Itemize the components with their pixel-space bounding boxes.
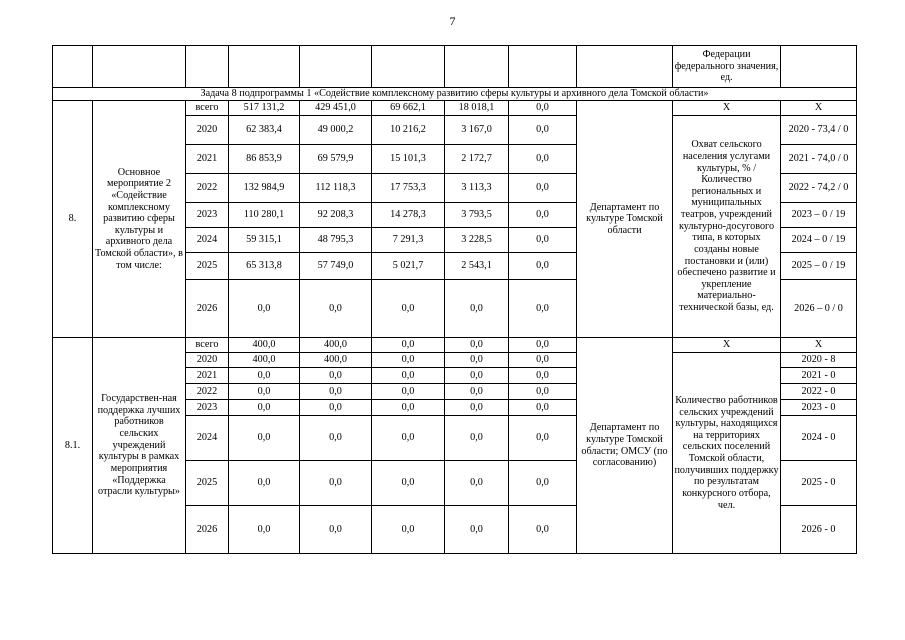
value-cell: 2024 - 0 bbox=[781, 416, 857, 461]
federal-cell: 48 795,3 bbox=[300, 228, 372, 253]
year-cell: 2025 bbox=[186, 253, 229, 280]
total-cell: 400,0 bbox=[229, 338, 300, 353]
other-cell: 0,0 bbox=[509, 280, 577, 338]
value-cell: 2025 - 0 bbox=[781, 461, 857, 506]
value-total: Х bbox=[781, 101, 857, 116]
header-cell bbox=[577, 46, 673, 88]
local-cell: 2 172,7 bbox=[445, 145, 509, 174]
header-indicator-tail: Федерации федерального значения, ед. bbox=[673, 46, 781, 88]
federal-cell: 112 118,3 bbox=[300, 174, 372, 203]
value-total: Х bbox=[781, 338, 857, 353]
total-cell: 0,0 bbox=[229, 368, 300, 384]
regional-cell: 0,0 bbox=[372, 384, 445, 400]
other-cell: 0,0 bbox=[509, 384, 577, 400]
value-cell: 2024 – 0 / 19 bbox=[781, 228, 857, 253]
local-cell: 2 543,1 bbox=[445, 253, 509, 280]
value-cell: 2023 – 0 / 19 bbox=[781, 203, 857, 228]
other-cell: 0,0 bbox=[509, 145, 577, 174]
page-number: 7 bbox=[449, 14, 456, 28]
local-cell: 0,0 bbox=[445, 461, 509, 506]
executor-cell: Департамент по культуре Томской области bbox=[577, 101, 673, 338]
other-cell: 0,0 bbox=[509, 101, 577, 116]
local-cell: 0,0 bbox=[445, 368, 509, 384]
local-cell: 0,0 bbox=[445, 506, 509, 554]
regional-cell: 0,0 bbox=[372, 506, 445, 554]
value-cell: 2021 - 0 bbox=[781, 368, 857, 384]
federal-cell: 0,0 bbox=[300, 280, 372, 338]
total-cell: 0,0 bbox=[229, 280, 300, 338]
regional-cell: 0,0 bbox=[372, 416, 445, 461]
total-cell: 400,0 bbox=[229, 353, 300, 368]
local-cell: 0,0 bbox=[445, 280, 509, 338]
section-name: Государствен-ная поддержка лучших работников сельских учреждений культуры в рамках мероприятия «Поддержка отрасли культуры» bbox=[93, 338, 186, 554]
federal-cell: 0,0 bbox=[300, 416, 372, 461]
header-cell bbox=[509, 46, 577, 88]
federal-cell: 0,0 bbox=[300, 384, 372, 400]
indicator-cell: Охват сельского населения услугами культуры, % / Количество региональных и муниципальных театров, учреждений культурно-досугового типа, в которых созданы новые постановки и (или) обеспечено развитие и укрепление материально-технической базы, ед. bbox=[673, 116, 781, 338]
total-cell: 0,0 bbox=[229, 384, 300, 400]
other-cell: 0,0 bbox=[509, 416, 577, 461]
total-cell: 132 984,9 bbox=[229, 174, 300, 203]
total-cell: 0,0 bbox=[229, 416, 300, 461]
value-cell: 2022 - 74,2 / 0 bbox=[781, 174, 857, 203]
regional-cell: 7 291,3 bbox=[372, 228, 445, 253]
regional-cell: 0,0 bbox=[372, 400, 445, 416]
total-cell: 86 853,9 bbox=[229, 145, 300, 174]
header-cell bbox=[781, 46, 857, 88]
year-cell: 2020 bbox=[186, 353, 229, 368]
other-cell: 0,0 bbox=[509, 353, 577, 368]
header-cell bbox=[300, 46, 372, 88]
total-cell: 517 131,2 bbox=[229, 101, 300, 116]
total-cell: 0,0 bbox=[229, 400, 300, 416]
indicator-total: Х bbox=[673, 338, 781, 353]
regional-cell: 10 216,2 bbox=[372, 116, 445, 145]
task-title: Задача 8 подпрограммы 1 «Содействие комплексному развитию сферы культуры и архивного дела Томской области» bbox=[53, 88, 857, 101]
total-cell: 0,0 bbox=[229, 461, 300, 506]
total-cell: 62 383,4 bbox=[229, 116, 300, 145]
section-number: 8.1. bbox=[53, 338, 93, 554]
year-cell: всего bbox=[186, 338, 229, 353]
federal-cell: 0,0 bbox=[300, 400, 372, 416]
federal-cell: 0,0 bbox=[300, 506, 372, 554]
task-row bbox=[53, 88, 857, 101]
regional-cell: 0,0 bbox=[372, 353, 445, 368]
federal-cell: 0,0 bbox=[300, 461, 372, 506]
year-cell: 2022 bbox=[186, 384, 229, 400]
local-cell: 3 793,5 bbox=[445, 203, 509, 228]
year-cell: 2024 bbox=[186, 228, 229, 253]
value-cell: 2021 - 74,0 / 0 bbox=[781, 145, 857, 174]
year-cell: 2026 bbox=[186, 506, 229, 554]
local-cell: 0,0 bbox=[445, 416, 509, 461]
value-cell: 2026 - 0 bbox=[781, 506, 857, 554]
year-cell: 2022 bbox=[186, 174, 229, 203]
other-cell: 0,0 bbox=[509, 174, 577, 203]
total-cell: 65 313,8 bbox=[229, 253, 300, 280]
value-cell: 2025 – 0 / 19 bbox=[781, 253, 857, 280]
header-cell bbox=[93, 46, 186, 88]
local-cell: 0,0 bbox=[445, 400, 509, 416]
indicator-cell: Количество работников сельских учреждений культуры, находящихся на территориях сельских поселений Томской области, получивших поддержку по результатам конкурсного отбора, чел. bbox=[673, 353, 781, 554]
regional-cell: 69 662,1 bbox=[372, 101, 445, 116]
regional-cell: 0,0 bbox=[372, 368, 445, 384]
section-name: Основное мероприятие 2 «Содействие комплексному развитию сферы культуры и архивного дела Томской области», в том числе: bbox=[93, 101, 186, 338]
federal-cell: 400,0 bbox=[300, 338, 372, 353]
header-cell bbox=[372, 46, 445, 88]
local-cell: 3 113,3 bbox=[445, 174, 509, 203]
federal-cell: 429 451,0 bbox=[300, 101, 372, 116]
federal-cell: 69 579,9 bbox=[300, 145, 372, 174]
header-cell bbox=[229, 46, 300, 88]
federal-cell: 57 749,0 bbox=[300, 253, 372, 280]
year-cell: 2024 bbox=[186, 416, 229, 461]
year-cell: 2020 bbox=[186, 116, 229, 145]
regional-cell: 15 101,3 bbox=[372, 145, 445, 174]
value-cell: 2022 - 0 bbox=[781, 384, 857, 400]
header-cell bbox=[53, 46, 93, 88]
other-cell: 0,0 bbox=[509, 506, 577, 554]
federal-cell: 400,0 bbox=[300, 353, 372, 368]
federal-cell: 49 000,2 bbox=[300, 116, 372, 145]
executor-cell: Департамент по культуре Томской области; ОМСУ (по согласованию) bbox=[577, 338, 673, 554]
year-cell: всего bbox=[186, 101, 229, 116]
program-table bbox=[52, 45, 857, 554]
local-cell: 0,0 bbox=[445, 338, 509, 353]
year-cell: 2026 bbox=[186, 280, 229, 338]
local-cell: 0,0 bbox=[445, 353, 509, 368]
regional-cell: 0,0 bbox=[372, 280, 445, 338]
other-cell: 0,0 bbox=[509, 368, 577, 384]
federal-cell: 0,0 bbox=[300, 368, 372, 384]
total-cell: 110 280,1 bbox=[229, 203, 300, 228]
total-cell: 0,0 bbox=[229, 506, 300, 554]
other-cell: 0,0 bbox=[509, 400, 577, 416]
regional-cell: 0,0 bbox=[372, 461, 445, 506]
header-row bbox=[53, 46, 857, 88]
value-cell: 2020 - 8 bbox=[781, 353, 857, 368]
header-cell bbox=[186, 46, 229, 88]
year-cell: 2023 bbox=[186, 203, 229, 228]
header-cell bbox=[445, 46, 509, 88]
table-row bbox=[53, 338, 857, 353]
other-cell: 0,0 bbox=[509, 228, 577, 253]
other-cell: 0,0 bbox=[509, 116, 577, 145]
local-cell: 3 228,5 bbox=[445, 228, 509, 253]
year-cell: 2021 bbox=[186, 145, 229, 174]
total-cell: 59 315,1 bbox=[229, 228, 300, 253]
indicator-total: Х bbox=[673, 101, 781, 116]
year-cell: 2023 bbox=[186, 400, 229, 416]
other-cell: 0,0 bbox=[509, 253, 577, 280]
local-cell: 0,0 bbox=[445, 384, 509, 400]
other-cell: 0,0 bbox=[509, 338, 577, 353]
regional-cell: 0,0 bbox=[372, 338, 445, 353]
federal-cell: 92 208,3 bbox=[300, 203, 372, 228]
year-cell: 2021 bbox=[186, 368, 229, 384]
regional-cell: 5 021,7 bbox=[372, 253, 445, 280]
value-cell: 2020 - 73,4 / 0 bbox=[781, 116, 857, 145]
regional-cell: 14 278,3 bbox=[372, 203, 445, 228]
other-cell: 0,0 bbox=[509, 461, 577, 506]
local-cell: 18 018,1 bbox=[445, 101, 509, 116]
year-cell: 2025 bbox=[186, 461, 229, 506]
section-number: 8. bbox=[53, 101, 93, 338]
other-cell: 0,0 bbox=[509, 203, 577, 228]
value-cell: 2023 - 0 bbox=[781, 400, 857, 416]
table-row bbox=[53, 101, 857, 116]
value-cell: 2026 – 0 / 0 bbox=[781, 280, 857, 338]
regional-cell: 17 753,3 bbox=[372, 174, 445, 203]
local-cell: 3 167,0 bbox=[445, 116, 509, 145]
